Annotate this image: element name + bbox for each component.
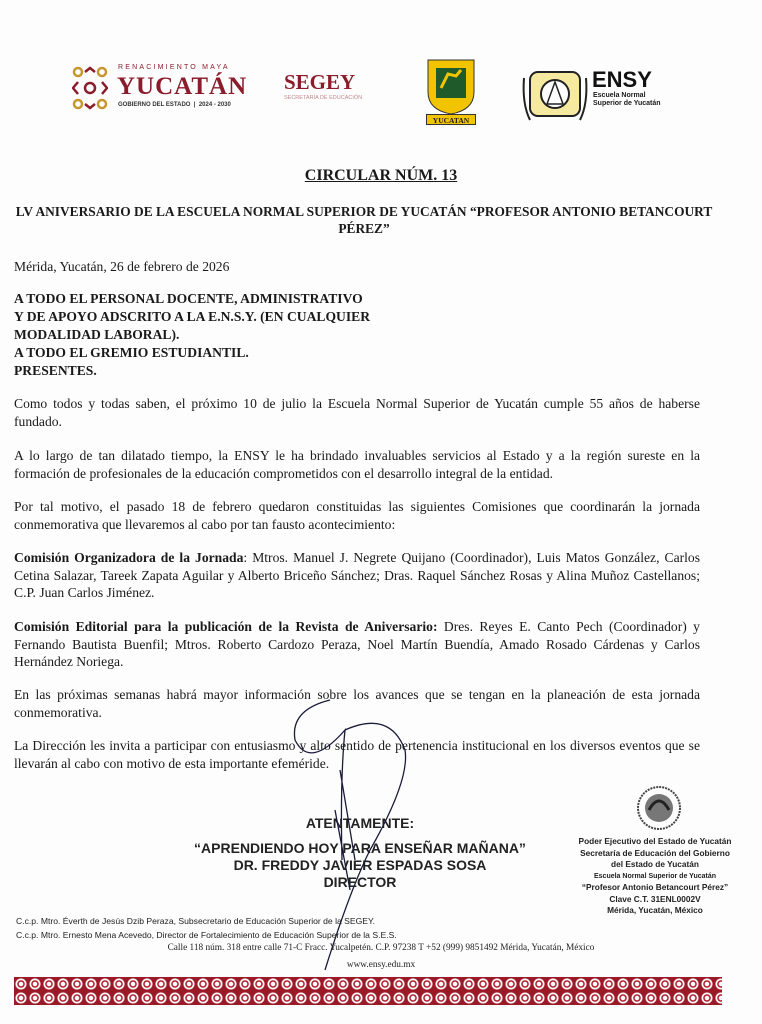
signature-closing: ATENTAMENTE:	[305, 815, 415, 831]
yucatan-shield-logo	[426, 56, 476, 126]
ensy-logo-sub1: Escuela Normal	[593, 92, 646, 99]
yucatan-logo-main: YUCATÁN	[117, 73, 248, 100]
commission-members: : Mtros. Manuel J. Negrete Quijano (Coordinador), Luis Matos González, Carlos Cetina Salazar, Tareek Zapata Aguilar y Alberto Briceño Sánchez; Dras. Raquel Sánchez Rosas y Alina Muñoz Castellanos; C.P. Juan Carlos Jiménez.	[14, 550, 700, 600]
ccp-line: C.c.p. Mtro. Ernesto Mena Acevedo, Director de Fortalecimiento de Educación Superior de la S.E.S.	[16, 930, 397, 940]
mexico-coat-of-arms-seal	[635, 782, 683, 834]
signature-motto: “APRENDIENDO HOY PARA ENSEÑAR MAÑANA”	[194, 840, 526, 856]
ensy-logo	[520, 64, 661, 129]
recipients	[14, 290, 700, 380]
circular-document: RENACIMIENTO MAYA YUCATÁN GOBIERNO DEL ESTADO | 2024 - 2030 SEGEY SECRETARÍA DE EDUCACIÓN YUCATAN ENSY Escuela Normal Superior de Yucatán CIRCULAR NÚM. 13 LV ANIVERSARIO DE LA ESCUELA NORMAL SUPERIOR DE YUCATÁN “PROFESOR ANTONIO BETANCOURT PÉREZ” Mérida, Yucatán, 26 de febrero de 2026 A TODO EL PERSONAL DOCENTE, ADMINISTRATIVO Y DE APOYO ADSCRITO A LA E.N.S.Y. (EN CUALQUIER MODALIDAD LABORAL). A TODO EL GREMIO ESTUDIANTIL. PRESENTES. Como todos y todas saben, el próximo 10 de julio la Escuela Normal Superior de Yucatán cumple 55 años de haberse fundado. A lo largo de tan dilatado tiempo, la ENSY le ha brindado invaluables servicios al Estado y a la región sureste en la formación de profesionales de la educación comprometidos con el desarrollo integral de la entidad. Por tal motivo, el pasado 18 de febrero quedaron constituidas las siguientes Comisiones que coordinarán la jornada conmemorativa que llevaremos al cabo por tan fausto acontecimiento: Comisión Organizadora de la Jornada: Mtros. Manuel J. Negrete Quijano (Coordinador), Luis Matos González, Carlos Cetina Salazar, Tareek Zapata Aguilar y Alberto Briceño Sánchez; Dras. Raquel Sánchez Rosas y Alina Muñoz Castellanos; C.P. Juan Carlos Jiménez. Comisión Editorial para la publicación de la Revista de Aniversario: Dres. Reyes E. Canto Pech (Coordinador) y Fernando Bautista Buenfil; Mtros. Roberto Cardozo Peraza, Noel Martín Buendía, Amado Rosado Cárdenas y Carlos Hernández Noriega. En las próximas semanas habrá mayor información sobre los avances que se tengan en la planeación de esta jornada conmemorativa. La Dirección les invita a participar con entusiasmo y alto sentido de pertenencia institucional en los diversos eventos que se llevarán al cabo con motivo de esta importante efeméride. ATENTAMENTE: “APRENDIENDO HOY PARA ENSEÑAR MAÑANA” DR. FREDDY JAVIER ESPADAS SOSA DIRECTOR Poder Ejecutivo del Estado de Yucatán Secretaría de Educación del Gobierno del Estado de Yucatán Escuela Normal Superior de Yucatán “Profesor Antonio Betancourt Pérez” Clave C.T. 31ENL0002V Mérida, Yucatán, México C.c.p. Mtro. Éverth de Jesús Dzib Peraza, Subsecretario de Educación Superior de la SEGEY. C.c.p. Mtro. Ernesto Mena Acevedo, Director de Fortalecimiento de Educación Superior de la S.E.S. Calle 118 núm. 318 entre calle 71-C Fracc. Yucalpetén. C.P. 97238 T +52 (999) 9851492 Mérida, Yucatán, México www.ensy.edu.mx	[0, 0, 762, 1024]
recipient-line: Y DE APOYO ADSCRITO A LA E.N.S.Y. (EN CUALQUIER	[14, 309, 371, 324]
signature-name: DR. FREDDY JAVIER ESPADAS SOSA	[233, 857, 487, 873]
paragraph-anniversary: Como todos y todas saben, el próximo 10 de julio la Escuela Normal Superior de Yucatán cumple 55 años de haberse fundado.	[14, 396, 700, 429]
ccp-line: C.c.p. Mtro. Éverth de Jesús Dzib Peraza, Subsecretario de Educación Superior de la SEGEY.	[16, 916, 376, 926]
maya-pattern-icon	[72, 66, 108, 110]
shield-banner: YUCATAN	[426, 114, 476, 125]
recipient-line: MODALIDAD LABORAL).	[14, 327, 180, 342]
seal-line: Mérida, Yucatán, México	[607, 905, 703, 915]
official-seal-text	[560, 836, 750, 917]
ensy-logo-sub2: Superior de Yucatán	[593, 100, 661, 107]
seal-line: Secretaría de Educación del Gobierno	[580, 847, 730, 858]
paragraph-services: A lo largo de tan dilatado tiempo, la ENSY le ha brindado invaluables servicios al Estado y a la región sureste en la formación de profesionales de la educación comprometidos con el desarrollo integral de la entidad.	[14, 448, 700, 481]
footer-address: Calle 118 núm. 318 entre calle 71-C Fracc. Yucalpetén. C.P. 97238 T +52 (999) 9851492 Mérida, Yucatán, México	[167, 943, 595, 953]
recipient-line: A TODO EL PERSONAL DOCENTE, ADMINISTRATIVO	[14, 291, 363, 306]
paragraph-invitation: La Dirección les invita a participar con entusiasmo y alto sentido de pertenencia institucional en los diversos eventos que se llevarán al cabo con motivo de esta importante efeméride.	[14, 738, 700, 771]
paragraph-commissions-intro: Por tal motivo, el pasado 18 de febrero quedaron constituidas las siguientes Comisiones que coordinarán la jornada conmemorativa que llevaremos al cabo por tan fausto acontecimiento:	[14, 499, 700, 532]
ensy-emblem-icon	[520, 64, 590, 124]
signature-position: DIRECTOR	[323, 874, 397, 890]
recipient-line: A TODO EL GREMIO ESTUDIANTIL.	[14, 345, 249, 360]
paragraph-upcoming-info: En las próximas semanas habrá mayor información sobre los avances que se tengan en la planeación de esta jornada conmemorativa.	[14, 687, 700, 720]
yucatan-logo-years: 2024 - 2030	[198, 102, 231, 108]
segey-logo	[284, 70, 362, 101]
commission-organizing	[14, 549, 700, 602]
circular-subtitle: LV ANIVERSARIO DE LA ESCUELA NORMAL SUPERIOR DE YUCATÁN “PROFESOR ANTONIO BETANCOURT PÉREZ”	[15, 204, 713, 236]
seal-line: del Estado de Yucatán	[611, 859, 699, 869]
commission-name: Comisión Organizadora de la Jornada	[14, 550, 244, 565]
shield-icon	[426, 56, 476, 116]
footer-website[interactable]: www.ensy.edu.mx	[346, 960, 416, 970]
circular-title: CIRCULAR NÚM. 13	[304, 167, 458, 184]
commission-members: Dres. Reyes E. Canto Pech (Coordinador) y Fernando Bautista Buenfil; Mtros. Roberto Cardozo Peraza, Noel Martín Buendía, Amado Rosado Cárdenas y Carlos Hernández Noriega.	[14, 619, 700, 669]
commission-editorial	[14, 618, 700, 671]
ensy-logo-main: ENSY	[592, 67, 652, 92]
seal-line: Clave C.T. 31ENL0002V	[609, 893, 701, 904]
seal-line: Escuela Normal Superior de Yucatán	[593, 872, 717, 880]
seal-line: Poder Ejecutivo del Estado de Yucatán	[578, 836, 732, 846]
commission-name: Comisión Editorial para la publicación de la Revista de Aniversario:	[14, 619, 438, 634]
segey-logo-sub: SECRETARÍA DE EDUCACIÓN	[284, 95, 363, 101]
decorative-footer-band	[14, 977, 722, 1005]
date-line: Mérida, Yucatán, 26 de febrero de 2026	[14, 259, 230, 274]
recipient-line: PRESENTES.	[14, 363, 97, 378]
yucatan-logo-top: RENACIMIENTO MAYA	[118, 64, 230, 71]
yucatan-logo-bottom: GOBIERNO DEL ESTADO	[118, 102, 191, 108]
segey-logo-main: SEGEY	[284, 70, 356, 94]
seal-line: “Profesor Antonio Betancourt Pérez”	[581, 882, 729, 892]
